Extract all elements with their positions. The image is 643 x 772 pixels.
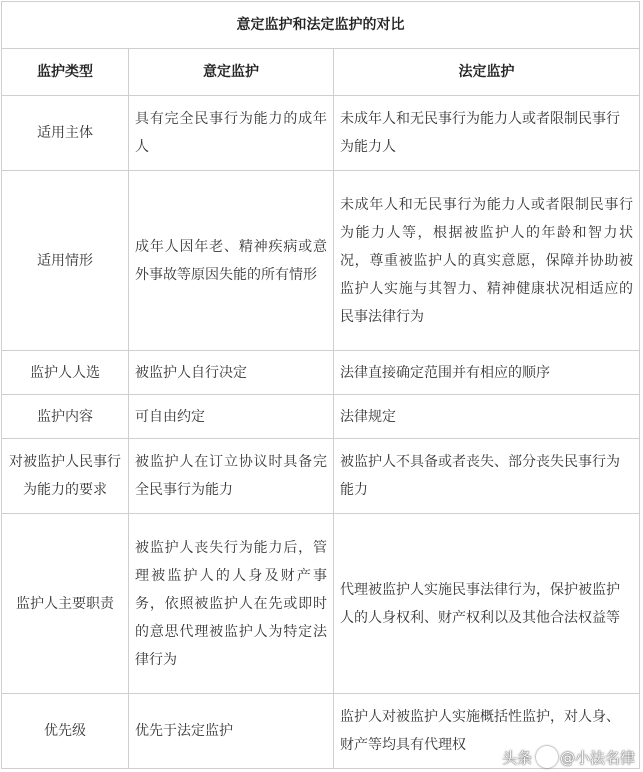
row-type: 优先级 bbox=[2, 694, 129, 769]
table-row bbox=[2, 514, 640, 694]
watermark bbox=[502, 744, 635, 770]
table-row bbox=[2, 96, 640, 171]
header-type: 监护类型 bbox=[2, 49, 129, 96]
row-voluntary: 成年人因年老、精神疾病或意外事故等原因失能的所有情形 bbox=[129, 171, 334, 351]
row-voluntary: 具有完全民事行为能力的成年人 bbox=[129, 96, 334, 171]
row-statutory: 法律规定 bbox=[334, 395, 640, 439]
row-voluntary: 被监护人在订立协议时具备完全民事行为能力 bbox=[129, 439, 334, 514]
row-statutory: 监护人对被监护人实施概括性监护，对人身、财产等均具有代理权 bbox=[334, 694, 640, 769]
title-row bbox=[2, 2, 640, 49]
row-type: 适用主体 bbox=[2, 96, 129, 171]
table-row bbox=[2, 171, 640, 351]
header-voluntary: 意定监护 bbox=[129, 49, 334, 96]
row-type: 适用情形 bbox=[2, 171, 129, 351]
table-title: 意定监护和法定监护的对比 bbox=[2, 2, 640, 49]
row-statutory: 未成年人和无民事行为能力人或者限制民事行为能力人等，根据被监护人的年龄和智力状况，尊重被监护人的真实意愿，保障并协助被监护人实施与其智力、精神健康状况相适应的民事法律行为 bbox=[334, 171, 640, 351]
row-type: 监护内容 bbox=[2, 395, 129, 439]
watermark-handle: @小法名律 bbox=[559, 748, 635, 767]
row-voluntary: 可自由约定 bbox=[129, 395, 334, 439]
table-row bbox=[2, 395, 640, 439]
row-type: 监护人主要职责 bbox=[2, 514, 129, 694]
table-row bbox=[2, 439, 640, 514]
table-row bbox=[2, 351, 640, 395]
user-avatar-icon bbox=[536, 746, 558, 768]
watermark-prefix: 头条 bbox=[501, 748, 532, 767]
row-statutory: 法律直接确定范围并有相应的顺序 bbox=[334, 351, 640, 395]
row-voluntary: 被监护人自行决定 bbox=[129, 351, 334, 395]
row-voluntary: 被监护人丧失行为能力后，管理被监护人的人身及财产事务，依照被监护人在先或即时的意思代理被监护人为特定法律行为 bbox=[129, 514, 334, 694]
row-statutory: 被监护人不具备或者丧失、部分丧失民事行为能力 bbox=[334, 439, 640, 514]
row-voluntary: 优先于法定监护 bbox=[129, 694, 334, 769]
row-type: 监护人人选 bbox=[2, 351, 129, 395]
header-statutory: 法定监护 bbox=[334, 49, 640, 96]
header-row bbox=[2, 49, 640, 96]
row-statutory: 代理被监护人实施民事法律行为，保护被监护人的人身权利、财产权利以及其他合法权益等 bbox=[334, 514, 640, 694]
row-statutory: 未成年人和无民事行为能力人或者限制民事行为能力人 bbox=[334, 96, 640, 171]
row-type: 对被监护人民事行为能力的要求 bbox=[2, 439, 129, 514]
comparison-table bbox=[1, 1, 640, 769]
